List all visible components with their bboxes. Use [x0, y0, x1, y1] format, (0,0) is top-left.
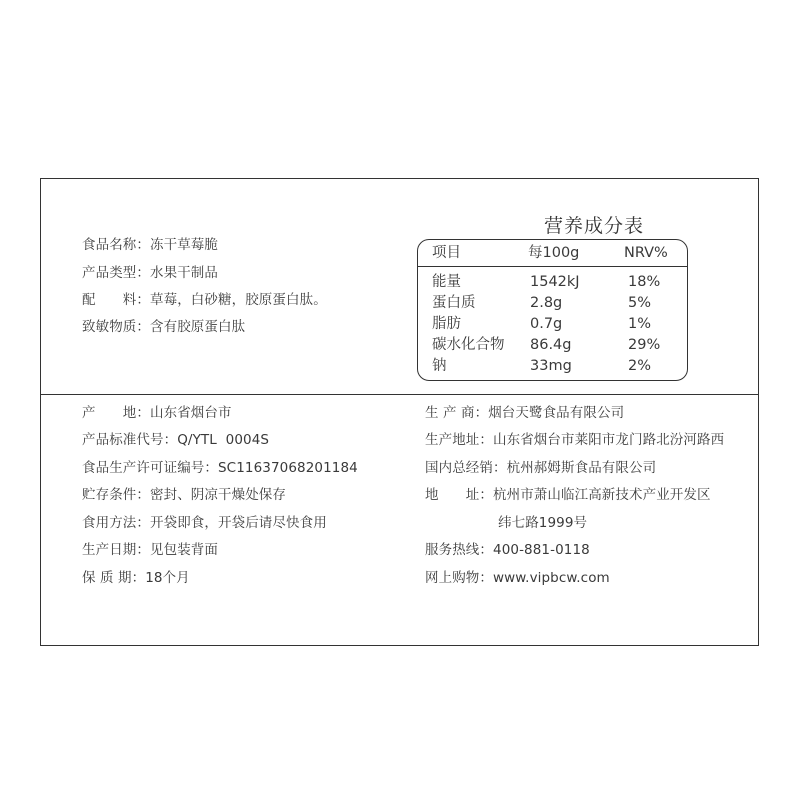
- product-type-value: 水果干制品: [150, 265, 218, 281]
- standard-code-row: [82, 432, 269, 448]
- nutrition-per100g: 86.4g: [530, 337, 572, 353]
- allergen-row: [82, 319, 245, 335]
- storage-label: 贮存条件：: [82, 487, 150, 503]
- usage-label: 食用方法：: [82, 515, 150, 531]
- allergen-value: 含有胶原蛋白肽: [150, 319, 246, 335]
- distributor-row: [425, 460, 656, 476]
- nutrition-per100g: 33mg: [530, 358, 572, 374]
- product-name-row: [82, 237, 218, 253]
- product-type-row: [82, 265, 218, 281]
- address-line2: 纬七路1999号: [498, 515, 588, 531]
- address-label: 地 址：: [425, 487, 493, 503]
- product-name-label: 食品名称：: [82, 237, 150, 253]
- section-divider: [41, 394, 758, 395]
- hotline-row: [425, 542, 590, 558]
- hotline-label: 服务热线：: [425, 542, 493, 558]
- production-date-label: 生产日期：: [82, 542, 150, 558]
- storage-value: 密封、阴凉干燥处保存: [150, 487, 286, 503]
- online-shop-label: 网上购物：: [425, 570, 493, 586]
- nutrition-nrv: 29%: [628, 337, 661, 353]
- nutrition-item: 蛋白质: [432, 295, 476, 311]
- origin-value: 山东省烟台市: [150, 405, 232, 421]
- nutrition-nrv: 5%: [628, 295, 652, 311]
- usage-value: 开袋即食，开袋后请尽快食用: [150, 515, 327, 531]
- shelf-life-row: [82, 570, 190, 586]
- manufacturer-value: 烟台天鹭食品有限公司: [488, 405, 625, 421]
- allergen-label: 致敏物质：: [82, 319, 150, 335]
- ingredients-label: 配 料：: [82, 292, 150, 308]
- origin-label: 产 地：: [82, 405, 150, 421]
- nutrition-nrv: 18%: [628, 274, 661, 290]
- production-date-row: [82, 542, 218, 558]
- license-value: SC11637068201184: [218, 460, 358, 476]
- ingredients-row: [82, 292, 327, 308]
- manufacturer-label: 生 产 商：: [425, 405, 489, 421]
- nutrition-nrv: 2%: [628, 358, 652, 374]
- address-row: [425, 487, 711, 503]
- factory-address-row: [425, 432, 724, 448]
- product-type-label: 产品类型：: [82, 265, 150, 281]
- shelf-life-value: 18个月: [145, 570, 190, 586]
- nutrition-header-item: 项目: [432, 245, 461, 261]
- nutrition-item: 脂肪: [432, 316, 461, 332]
- manufacturer-row: [425, 405, 624, 421]
- hotline-value: 400-881-0118: [493, 542, 590, 558]
- nutrition-header-nrv: NRV%: [624, 245, 668, 261]
- factory-address-value: 山东省烟台市莱阳市龙门路北汾河路西: [493, 432, 725, 448]
- license-label: 食品生产许可证编号：: [82, 460, 218, 476]
- standard-code-label: 产品标准代号：: [82, 432, 178, 448]
- distributor-label: 国内总经销：: [425, 460, 507, 476]
- origin-row: [82, 405, 232, 421]
- online-shop-row: [425, 570, 610, 586]
- food-label: [40, 178, 759, 646]
- nutrition-title: 营养成分表: [543, 215, 644, 237]
- nutrition-nrv: 1%: [628, 316, 652, 332]
- production-date-value: 见包装背面: [150, 542, 218, 558]
- nutrition-item: 碳水化合物: [432, 337, 505, 353]
- distributor-value: 杭州郝姆斯食品有限公司: [506, 460, 657, 476]
- nutrition-per100g: 1542kJ: [530, 274, 580, 290]
- nutrition-item: 能量: [432, 274, 461, 290]
- nutrition-header-rule: [418, 266, 687, 267]
- nutrition-header-per100g: 每100g: [528, 245, 580, 261]
- shelf-life-label: 保 质 期：: [82, 570, 146, 586]
- ingredients-value: 草莓，白砂糖，胶原蛋白肽。: [150, 292, 327, 308]
- license-row: [82, 460, 358, 476]
- nutrition-table: [417, 239, 688, 381]
- nutrition-per100g: 2.8g: [530, 295, 563, 311]
- nutrition-per100g: 0.7g: [530, 316, 563, 332]
- address-value: 杭州市萧山临江高新技术产业开发区: [493, 487, 711, 503]
- standard-code-value: Q/YTL 0004S: [177, 432, 270, 448]
- usage-row: [82, 515, 327, 531]
- product-name-value: 冻干草莓脆: [150, 237, 218, 253]
- online-shop-url[interactable]: www.vipbcw.com: [493, 570, 610, 586]
- storage-row: [82, 487, 286, 503]
- nutrition-item: 钠: [432, 358, 447, 374]
- factory-address-label: 生产地址：: [425, 432, 493, 448]
